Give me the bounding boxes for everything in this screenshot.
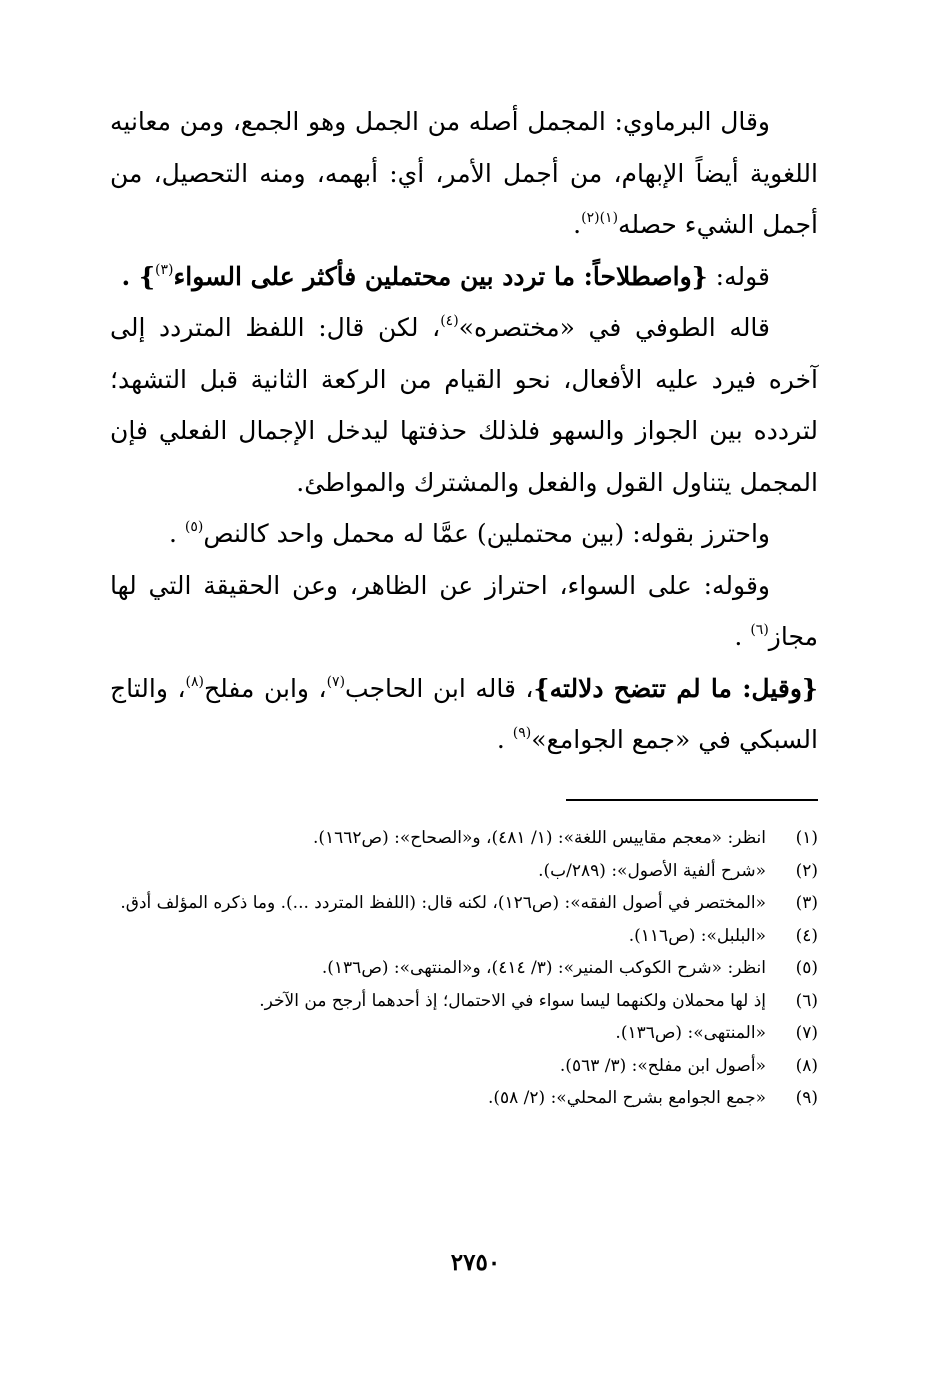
matn-quote-definition: {واصطلاحاً: ما تردد بين محتملين فأكثر على السواء	[173, 261, 708, 291]
footnote-2	[110, 855, 818, 888]
footnote-number: (١)	[795, 828, 818, 848]
footnotes-section	[110, 822, 818, 1115]
footnote-text: إذ لها محملان ولكنهما ليسا سواء في الاحتمال؛ إذ أحدهما أرجح من الآخر.	[259, 990, 766, 1011]
paragraph-2-lead: قوله:	[707, 261, 770, 291]
footnote-text: «أصول ابن مفلح»: (٣/ ٥٦٣).	[559, 1055, 766, 1076]
footnote-number: (٤)	[795, 925, 818, 946]
footnote-ref-4[interactable]: (٤)	[440, 313, 459, 329]
footnote-text: «جمع الجوامع بشرح المحلي»: (٢/ ٥٨).	[487, 1088, 766, 1108]
paragraph-1-end: .	[573, 210, 582, 239]
paragraph-5-text: وقوله: على السواء، احتراز عن الظاهر، وعن الحقيقة التي لها مجاز	[110, 570, 818, 651]
paragraph-6-text-3: ، والتاج السبكي في «جمع الجوامع»	[110, 673, 818, 754]
footnote-number: (٩)	[795, 1088, 818, 1108]
paragraph-5-end: .	[734, 622, 751, 651]
footnote-1	[110, 822, 818, 855]
paragraph-5	[110, 560, 818, 663]
footnote-7	[110, 1017, 818, 1050]
page-number: ٢٧٥٠	[450, 1249, 501, 1276]
footnote-text: «شرح ألفية الأصول»: (٢٨٩/ب).	[538, 860, 766, 881]
footnote-number: (٥)	[795, 958, 818, 978]
paragraph-6-end: .	[496, 725, 513, 754]
paragraph-6-text-1: ، قاله ابن الحاجب	[345, 673, 534, 703]
paragraph-6	[110, 663, 818, 766]
matn-quote-alternative: {وقيل: ما لم تتضح دلالته}	[533, 673, 819, 703]
footnote-number: (٣)	[795, 893, 818, 913]
paragraph-3-text: ، لكن قال: اللفظ المتردد إلى آخره فيرد عليه الأفعال، نحو القيام من الركعة الثانية قبل التشهد؛ لتردده بين الجواز والسهو فلذلك حذفتها ليدخل الإجمال الفعلي فإن المجمل يتناول القول والفعل والمشترك والمواطئ.	[110, 313, 818, 497]
footnote-number: (٧)	[795, 1023, 818, 1043]
footnote-number: (٦)	[795, 990, 818, 1011]
footnote-text: «البلبل»: (ص١١٦).	[628, 925, 766, 946]
footnote-ref-1[interactable]: (١)	[599, 210, 619, 226]
paragraph-4-text: واحترز بقوله: (بين محتملين) عمَّا له محمل واحد كالنص	[203, 519, 770, 548]
footnote-text: «المنتهى»: (ص١٣٦).	[615, 1023, 766, 1043]
footnote-text: انظر: «شرح الكوكب المنير»: (٣/ ٤١٤)، و«المنتهى»: (ص١٣٦).	[321, 958, 766, 978]
main-text	[110, 96, 818, 766]
footnote-divider	[566, 799, 818, 801]
footnote-5	[110, 952, 818, 985]
footnote-ref-3[interactable]: (٣)	[155, 261, 174, 278]
footnote-ref-6[interactable]: (٦)	[750, 622, 769, 638]
paragraph-6-text-2: ، وابن مفلح	[204, 673, 327, 703]
footnote-ref-2[interactable]: (٢)	[581, 210, 600, 226]
footnote-9	[110, 1082, 818, 1115]
paragraph-3	[110, 302, 818, 508]
footnote-8	[110, 1050, 818, 1083]
footnote-4	[110, 920, 818, 953]
paragraph-4-end: .	[168, 519, 185, 548]
paragraph-2	[110, 251, 818, 303]
footnote-6	[110, 985, 818, 1018]
paragraph-4	[110, 508, 818, 560]
footnote-ref-5[interactable]: (٥)	[184, 519, 204, 535]
footnote-number: (٢)	[795, 860, 818, 881]
paragraph-1-text: وقال البرماوي: المجمل أصله من الجمل وهو الجمع، ومن معانيه اللغوية أيضاً الإبهام، من أجمل الأمر، أي: أبهمه، ومنه التحصيل، من أجمل الشيء حصله	[110, 107, 818, 239]
paragraph-1	[110, 96, 818, 251]
footnote-ref-7[interactable]: (٧)	[326, 673, 346, 690]
paragraph-3-lead: قاله الطوفي في «مختصره»	[458, 313, 770, 342]
footnote-number: (٨)	[795, 1055, 818, 1076]
footnote-text: «المختصر في أصول الفقه»: (ص١٢٦)، لكنه قال: (اللفظ المتردد ...). وما ذكره المؤلف أدق.	[120, 893, 766, 913]
footnote-3	[110, 887, 818, 920]
paragraph-2-end: } .	[121, 261, 156, 291]
footnote-ref-9[interactable]: (٩)	[512, 725, 532, 741]
footnote-ref-8[interactable]: (٨)	[185, 673, 204, 690]
footnote-text: انظر: «معجم مقاييس اللغة»: (١/ ٤٨١)، و«الصحاح»: (ص١٦٦٢).	[312, 828, 766, 848]
